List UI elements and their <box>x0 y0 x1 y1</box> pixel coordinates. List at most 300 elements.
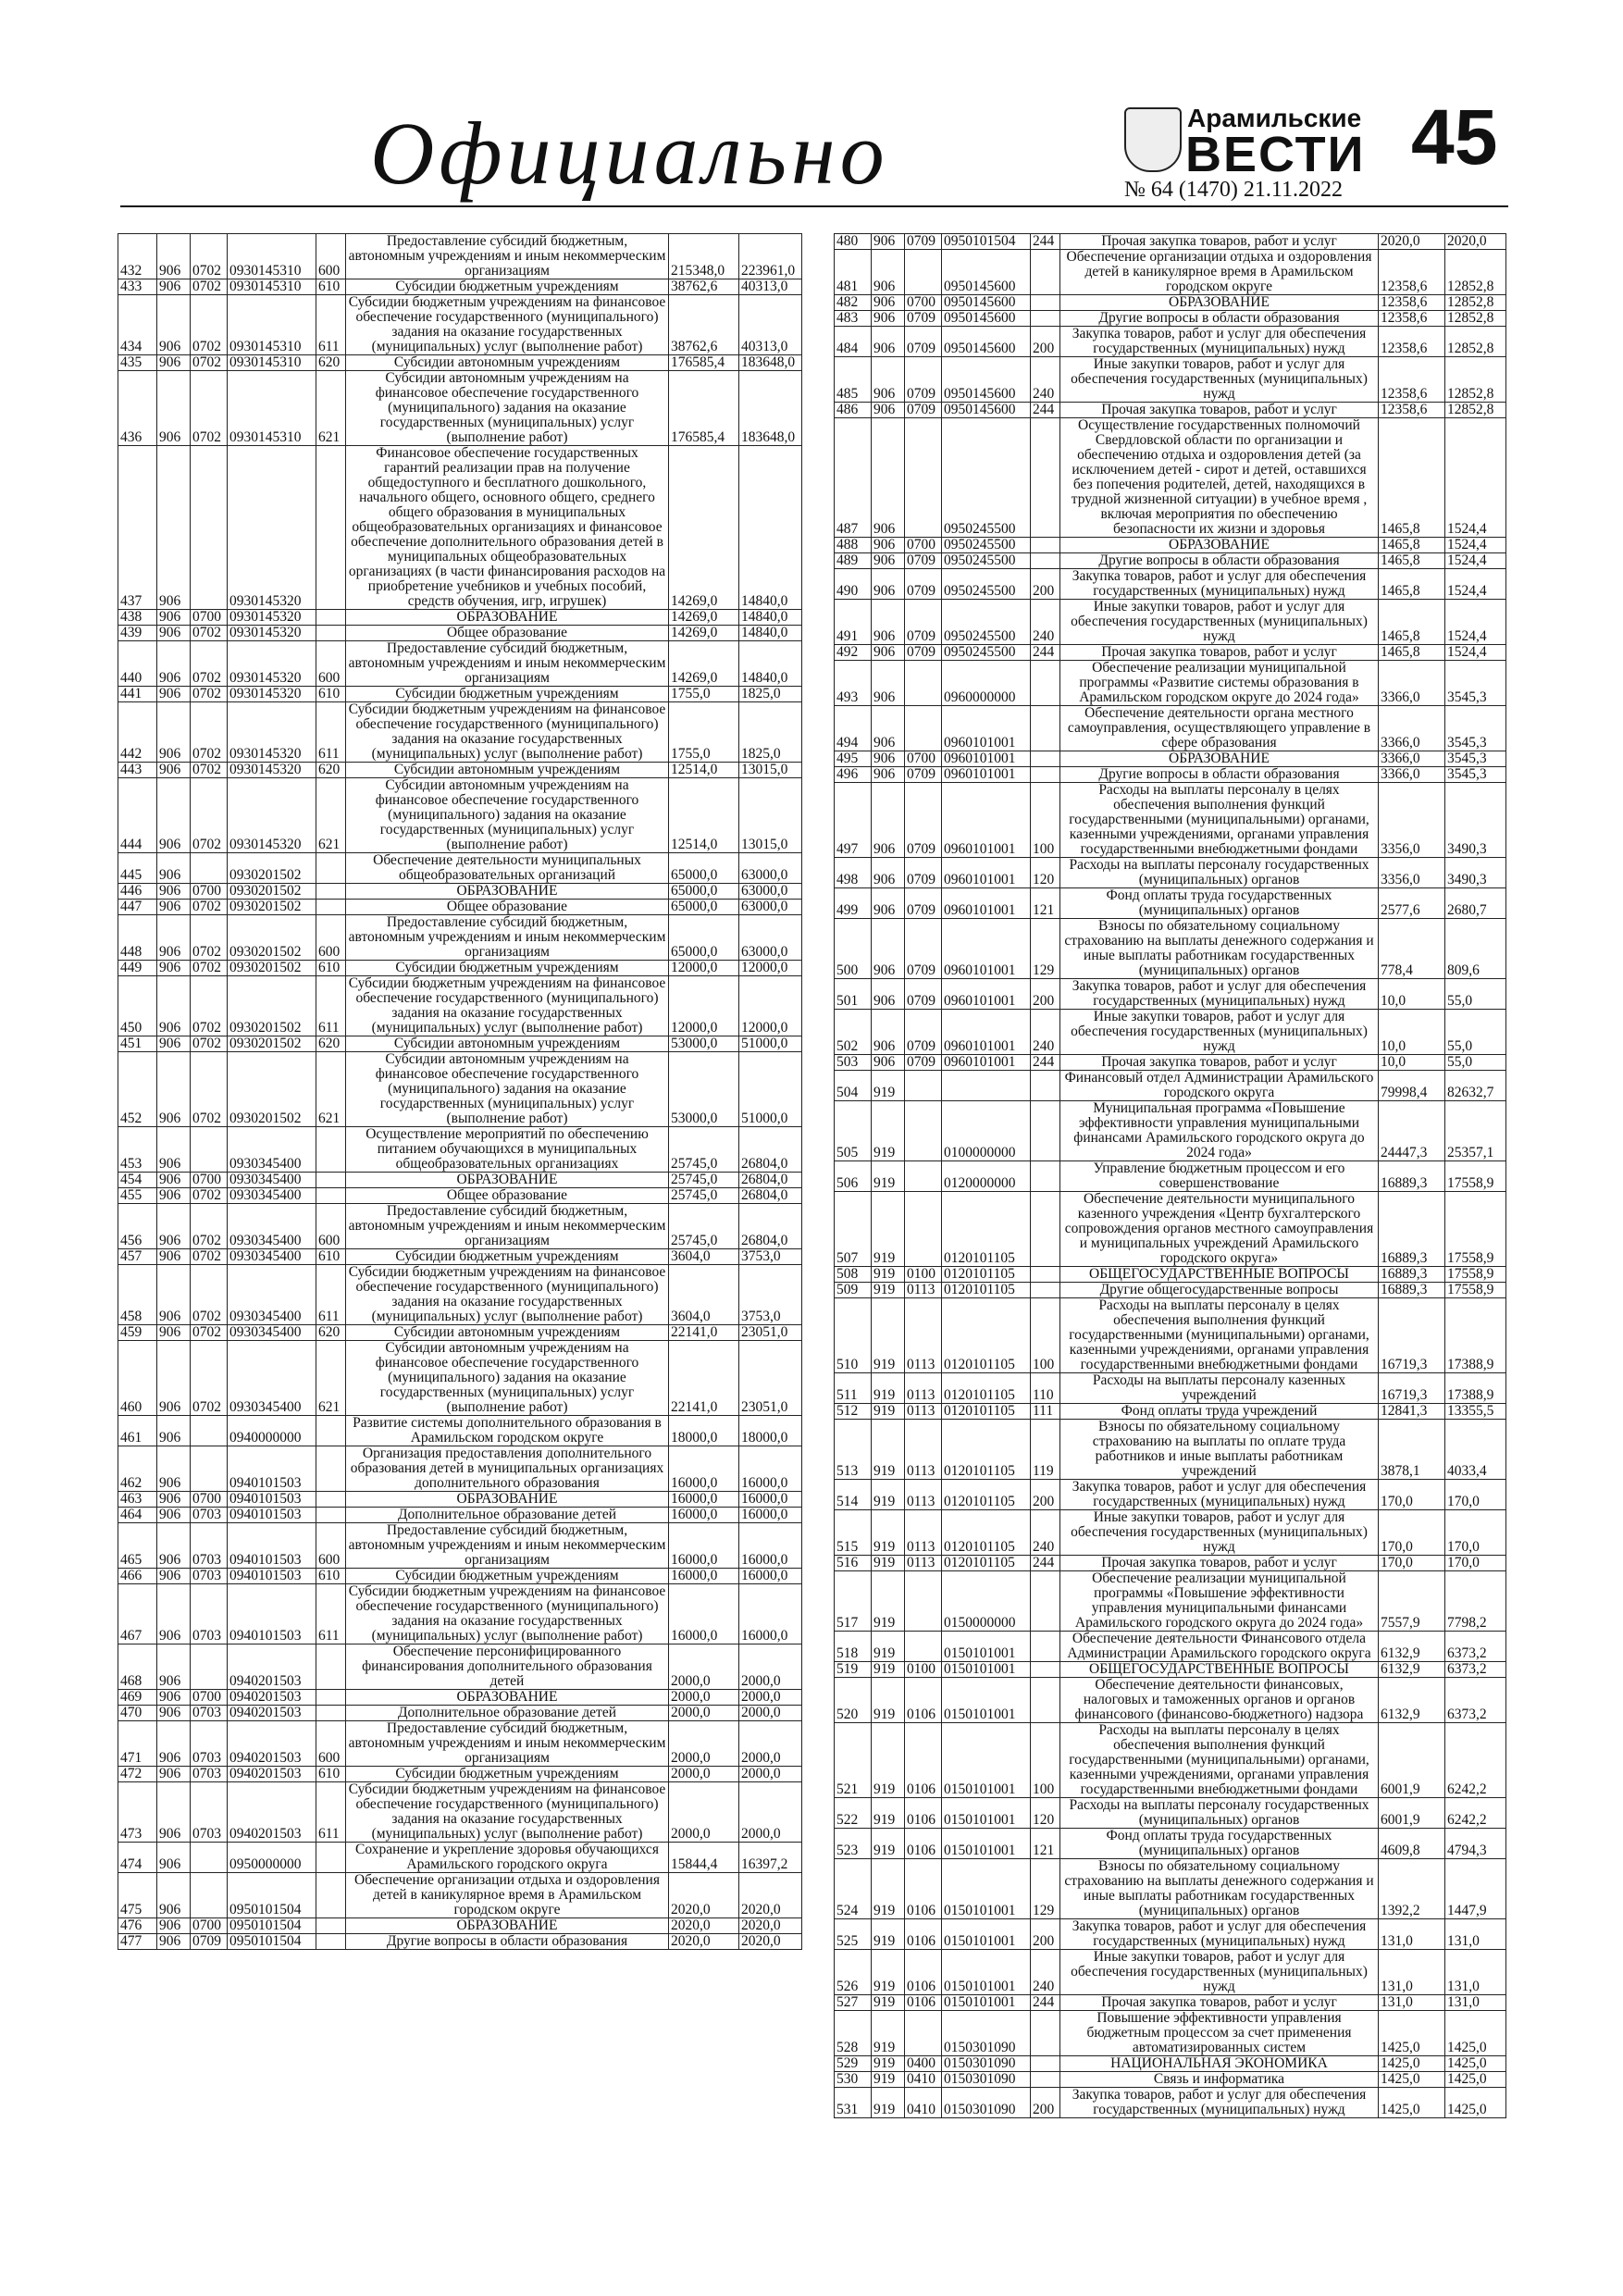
amount-2024-cell: 2000,0 <box>739 1690 802 1706</box>
amount-2024-cell: 13015,0 <box>739 778 802 853</box>
row-number-cell: 435 <box>118 355 157 371</box>
table-row <box>118 446 802 610</box>
expense-type-code-cell: 240 <box>1031 600 1060 645</box>
row-number-cell: 464 <box>118 1508 157 1523</box>
expense-name-cell: Закупка товаров, работ и услуг для обеспечения государственных (муниципальных) нужд <box>1060 2088 1379 2118</box>
expense-name-cell: Субсидии бюджетным учреждениям на финансовое обеспечение государственного (муниципального) задания на оказание государственных (муниципальных) услуг (выполнение работ) <box>346 295 669 355</box>
admin-code-cell: 906 <box>872 327 905 357</box>
section-code-cell: 0703 <box>191 1721 228 1767</box>
amount-2024-cell: 2020,0 <box>739 1934 802 1950</box>
section-code-cell <box>191 1446 228 1492</box>
expense-type-code-cell <box>1031 418 1060 538</box>
expense-name-cell: НАЦИОНАЛЬНАЯ ЭКОНОМИКА <box>1060 2056 1379 2072</box>
amount-2023-cell: 2000,0 <box>669 1690 739 1706</box>
amount-2023-cell: 2020,0 <box>1379 234 1445 250</box>
row-number-cell: 490 <box>835 569 872 600</box>
admin-code-cell: 919 <box>872 1632 905 1662</box>
row-number-cell: 467 <box>118 1584 157 1644</box>
table-row <box>118 626 802 641</box>
admin-code-cell: 919 <box>872 1161 905 1192</box>
expense-type-code-cell <box>1031 1571 1060 1632</box>
target-article-code-cell: 0930145320 <box>228 687 316 702</box>
expense-type-code-cell <box>1031 2072 1060 2088</box>
amount-2024-cell: 14840,0 <box>739 626 802 641</box>
table-row <box>835 661 1506 706</box>
row-number-cell: 509 <box>835 1283 872 1298</box>
table-row <box>835 250 1506 295</box>
amount-2024-cell: 17558,9 <box>1445 1192 1506 1267</box>
expense-name-cell: Субсидии бюджетным учреждениям <box>346 1767 669 1782</box>
section-code-cell: 0113 <box>905 1510 942 1556</box>
row-number-cell: 465 <box>118 1523 157 1569</box>
amount-2023-cell: 2020,0 <box>669 1934 739 1950</box>
amount-2023-cell: 1392,2 <box>1379 1859 1445 1919</box>
row-number-cell: 449 <box>118 961 157 976</box>
table-row <box>118 355 802 371</box>
expense-type-code-cell: 200 <box>1031 327 1060 357</box>
amount-2024-cell: 1425,0 <box>1445 2072 1506 2088</box>
target-article-code-cell: 0150101001 <box>942 1950 1031 1995</box>
amount-2023-cell: 2020,0 <box>669 1873 739 1918</box>
target-article-code-cell: 0120000000 <box>942 1161 1031 1192</box>
amount-2024-cell: 6242,2 <box>1445 1723 1506 1798</box>
amount-2024-cell: 16000,0 <box>739 1569 802 1584</box>
row-number-cell: 499 <box>835 888 872 919</box>
amount-2023-cell: 6132,9 <box>1379 1662 1445 1678</box>
row-number-cell: 495 <box>835 751 872 767</box>
expense-type-code-cell <box>316 900 346 915</box>
target-article-code-cell: 0930201502 <box>228 900 316 915</box>
admin-code-cell: 919 <box>872 1192 905 1267</box>
expense-type-code-cell: 611 <box>316 702 346 763</box>
amount-2023-cell: 16000,0 <box>669 1584 739 1644</box>
expense-name-cell: Закупка товаров, работ и услуг для обеспечения государственных (муниципальных) нужд <box>1060 1919 1379 1950</box>
row-number-cell: 526 <box>835 1950 872 1995</box>
target-article-code-cell: 0930145310 <box>228 295 316 355</box>
section-code-cell: 0100 <box>905 1267 942 1283</box>
expense-name-cell: ОБЩЕГОСУДАРСТВЕННЫЕ ВОПРОСЫ <box>1060 1662 1379 1678</box>
table-row <box>835 888 1506 919</box>
section-code-cell: 0702 <box>191 1265 228 1325</box>
admin-code-cell: 919 <box>872 1480 905 1510</box>
expense-type-code-cell <box>316 1873 346 1918</box>
admin-code-cell: 906 <box>157 1036 191 1052</box>
row-number-cell: 507 <box>835 1192 872 1267</box>
target-article-code-cell: 0930201502 <box>228 976 316 1036</box>
target-article-code-cell: 0930345400 <box>228 1325 316 1341</box>
expense-name-cell: Предоставление субсидий бюджетным, автономным учреждениям и иным некоммерческим организациям <box>346 641 669 687</box>
amount-2024-cell: 7798,2 <box>1445 1571 1506 1632</box>
admin-code-cell: 906 <box>872 858 905 888</box>
admin-code-cell: 906 <box>157 1492 191 1508</box>
row-number-cell: 506 <box>835 1161 872 1192</box>
expense-type-code-cell: 244 <box>1031 403 1060 418</box>
expense-type-code-cell: 611 <box>316 1782 346 1843</box>
amount-2023-cell: 1425,0 <box>1379 2072 1445 2088</box>
expense-type-code-cell <box>1031 553 1060 569</box>
expense-name-cell: Взносы по обязательному социальному страхованию на выплаты по оплате труда работников и иные выплаты работникам учреждений <box>1060 1420 1379 1480</box>
table-row <box>835 1420 1506 1480</box>
target-article-code-cell: 0150101001 <box>942 1678 1031 1723</box>
expense-name-cell: Субсидии автономным учреждениям <box>346 763 669 778</box>
expense-type-code-cell: 620 <box>316 1325 346 1341</box>
amount-2024-cell: 14840,0 <box>739 641 802 687</box>
amount-2023-cell: 215348,0 <box>669 234 739 279</box>
expense-name-cell: Субсидии бюджетным учреждениям на финансовое обеспечение государственного (муниципального) задания на оказание государственных (муниципальных) услуг (выполнение работ) <box>346 702 669 763</box>
admin-code-cell: 919 <box>872 2088 905 2118</box>
amount-2024-cell: 6242,2 <box>1445 1798 1506 1829</box>
expense-type-code-cell: 244 <box>1031 1055 1060 1071</box>
table-row <box>835 706 1506 751</box>
table-row <box>835 403 1506 418</box>
admin-code-cell: 906 <box>872 1010 905 1055</box>
amount-2023-cell: 38762,6 <box>669 279 739 295</box>
expense-name-cell: Субсидии бюджетным учреждениям <box>346 279 669 295</box>
table-row <box>835 600 1506 645</box>
target-article-code-cell: 0940201503 <box>228 1721 316 1767</box>
expense-type-code-cell <box>1031 1161 1060 1192</box>
expense-type-code-cell <box>1031 1662 1060 1678</box>
target-article-code-cell: 0950245500 <box>942 569 1031 600</box>
table-row <box>118 1204 802 1249</box>
target-article-code-cell: 0930345400 <box>228 1188 316 1204</box>
admin-code-cell: 919 <box>872 1071 905 1101</box>
expense-name-cell: Субсидии бюджетным учреждениям <box>346 687 669 702</box>
expense-name-cell: Обеспечение деятельности муниципальных общеобразовательных организаций <box>346 853 669 884</box>
amount-2024-cell: 3490,3 <box>1445 783 1506 858</box>
admin-code-cell: 906 <box>157 702 191 763</box>
target-article-code-cell: 0940101503 <box>228 1492 316 1508</box>
amount-2023-cell: 16889,3 <box>1379 1161 1445 1192</box>
table-row <box>835 2056 1506 2072</box>
admin-code-cell: 919 <box>872 1510 905 1556</box>
admin-code-cell: 906 <box>157 279 191 295</box>
logo-name-bottom: ВЕСТИ <box>1185 127 1366 182</box>
row-number-cell: 439 <box>118 626 157 641</box>
expense-name-cell: Субсидии автономным учреждениям <box>346 355 669 371</box>
admin-code-cell: 906 <box>872 418 905 538</box>
amount-2024-cell: 170,0 <box>1445 1510 1506 1556</box>
row-number-cell: 432 <box>118 234 157 279</box>
amount-2023-cell: 10,0 <box>1379 979 1445 1010</box>
budget-table-left-column <box>118 233 802 1950</box>
section-code-cell: 0106 <box>905 1723 942 1798</box>
section-code-cell: 0106 <box>905 1950 942 1995</box>
row-number-cell: 521 <box>835 1723 872 1798</box>
expense-name-cell: Другие вопросы в области образования <box>1060 311 1379 327</box>
amount-2024-cell: 3753,0 <box>739 1249 802 1265</box>
table-row <box>118 1052 802 1127</box>
expense-name-cell: Управление бюджетным процессом и его совершенствование <box>1060 1161 1379 1192</box>
row-number-cell: 469 <box>118 1690 157 1706</box>
budget-table-left <box>118 233 802 1950</box>
amount-2024-cell: 16000,0 <box>739 1492 802 1508</box>
admin-code-cell: 919 <box>872 1373 905 1404</box>
amount-2023-cell: 2000,0 <box>669 1782 739 1843</box>
table-row <box>835 1101 1506 1161</box>
row-number-cell: 528 <box>835 2011 872 2056</box>
amount-2024-cell: 131,0 <box>1445 1950 1506 1995</box>
expense-type-code-cell: 200 <box>1031 1480 1060 1510</box>
expense-name-cell: Обеспечение организации отдыха и оздоровления детей в каникулярное время в Арамильском городском округе <box>1060 250 1379 295</box>
amount-2024-cell: 26804,0 <box>739 1127 802 1173</box>
expense-name-cell: Закупка товаров, работ и услуг для обеспечения государственных (муниципальных) нужд <box>1060 1480 1379 1510</box>
section-code-cell: 0709 <box>905 600 942 645</box>
row-number-cell: 491 <box>835 600 872 645</box>
amount-2024-cell: 17388,9 <box>1445 1298 1506 1373</box>
expense-type-code-cell: 600 <box>316 234 346 279</box>
expense-type-code-cell: 240 <box>1031 1010 1060 1055</box>
amount-2023-cell: 12000,0 <box>669 976 739 1036</box>
table-row <box>835 295 1506 311</box>
expense-type-code-cell <box>1031 2056 1060 2072</box>
table-row <box>118 1706 802 1721</box>
amount-2024-cell: 82632,7 <box>1445 1071 1506 1101</box>
admin-code-cell: 906 <box>157 371 191 446</box>
amount-2023-cell: 65000,0 <box>669 900 739 915</box>
admin-code-cell: 919 <box>872 2072 905 2088</box>
admin-code-cell: 906 <box>157 1918 191 1934</box>
amount-2024-cell: 131,0 <box>1445 1919 1506 1950</box>
expense-type-code-cell <box>316 446 346 610</box>
target-article-code-cell: 0150101001 <box>942 1995 1031 2011</box>
table-row <box>118 641 802 687</box>
expense-type-code-cell <box>316 884 346 900</box>
amount-2024-cell: 16000,0 <box>739 1584 802 1644</box>
table-row <box>835 1010 1506 1055</box>
row-number-cell: 529 <box>835 2056 872 2072</box>
section-code-cell: 0709 <box>905 1010 942 1055</box>
expense-name-cell: Общее образование <box>346 626 669 641</box>
target-article-code-cell: 0960000000 <box>942 661 1031 706</box>
expense-type-code-cell: 244 <box>1031 1556 1060 1571</box>
expense-type-code-cell <box>1031 538 1060 553</box>
expense-type-code-cell <box>1031 295 1060 311</box>
row-number-cell: 511 <box>835 1373 872 1404</box>
section-code-cell: 0702 <box>191 900 228 915</box>
row-number-cell: 524 <box>835 1859 872 1919</box>
expense-name-cell: ОБРАЗОВАНИЕ <box>1060 538 1379 553</box>
expense-name-cell: ОБРАЗОВАНИЕ <box>346 1173 669 1188</box>
target-article-code-cell: 0120101105 <box>942 1404 1031 1420</box>
admin-code-cell: 906 <box>157 884 191 900</box>
amount-2023-cell: 3366,0 <box>1379 706 1445 751</box>
amount-2024-cell: 55,0 <box>1445 1010 1506 1055</box>
amount-2023-cell: 12514,0 <box>669 778 739 853</box>
amount-2023-cell: 3366,0 <box>1379 751 1445 767</box>
target-article-code-cell: 0950245500 <box>942 418 1031 538</box>
page-number: 45 <box>1411 93 1498 180</box>
expense-type-code-cell <box>316 626 346 641</box>
section-code-cell: 0700 <box>191 1173 228 1188</box>
expense-type-code-cell <box>316 1706 346 1721</box>
expense-name-cell: Прочая закупка товаров, работ и услуг <box>1060 645 1379 661</box>
expense-type-code-cell: 120 <box>1031 1798 1060 1829</box>
admin-code-cell: 906 <box>157 641 191 687</box>
expense-name-cell: Субсидии бюджетным учреждениям на финансовое обеспечение государственного (муниципального) задания на оказание государственных (муниципальных) услуг (выполнение работ) <box>346 1265 669 1325</box>
amount-2024-cell: 1825,0 <box>739 702 802 763</box>
section-code-cell: 0700 <box>905 538 942 553</box>
admin-code-cell: 906 <box>157 1249 191 1265</box>
row-number-cell: 530 <box>835 2072 872 2088</box>
amount-2023-cell: 10,0 <box>1379 1055 1445 1071</box>
amount-2024-cell: 12852,8 <box>1445 403 1506 418</box>
target-article-code-cell: 0930345400 <box>228 1204 316 1249</box>
admin-code-cell: 906 <box>157 355 191 371</box>
row-number-cell: 434 <box>118 295 157 355</box>
admin-code-cell: 919 <box>872 1404 905 1420</box>
row-number-cell: 475 <box>118 1873 157 1918</box>
row-number-cell: 457 <box>118 1249 157 1265</box>
target-article-code-cell: 0930145310 <box>228 371 316 446</box>
table-row <box>118 1249 802 1265</box>
section-code-cell: 0702 <box>191 702 228 763</box>
admin-code-cell: 906 <box>872 1055 905 1071</box>
expense-type-code-cell <box>316 1173 346 1188</box>
section-code-cell: 0700 <box>191 1492 228 1508</box>
section-code-cell <box>905 661 942 706</box>
table-row <box>118 1492 802 1508</box>
table-row <box>118 1843 802 1873</box>
section-code-cell: 0702 <box>191 1341 228 1416</box>
row-number-cell: 498 <box>835 858 872 888</box>
amount-2023-cell: 176585,4 <box>669 371 739 446</box>
admin-code-cell: 906 <box>157 295 191 355</box>
amount-2023-cell: 2000,0 <box>669 1644 739 1690</box>
target-article-code-cell: 0960101001 <box>942 706 1031 751</box>
amount-2023-cell: 12358,6 <box>1379 357 1445 403</box>
amount-2023-cell: 170,0 <box>1379 1556 1445 1571</box>
amount-2023-cell: 16719,3 <box>1379 1373 1445 1404</box>
table-row <box>118 1721 802 1767</box>
admin-code-cell: 906 <box>157 1644 191 1690</box>
expense-type-code-cell <box>316 853 346 884</box>
amount-2023-cell: 25745,0 <box>669 1127 739 1173</box>
expense-name-cell: Обеспечение деятельности органа местного самоуправления, осуществляющего управление в сфере образования <box>1060 706 1379 751</box>
target-article-code-cell: 0950245500 <box>942 553 1031 569</box>
expense-type-code-cell <box>316 1492 346 1508</box>
section-code-cell: 0702 <box>191 763 228 778</box>
expense-type-code-cell: 240 <box>1031 1950 1060 1995</box>
table-row <box>118 915 802 961</box>
table-row <box>835 1859 1506 1919</box>
section-code-cell: 0113 <box>905 1298 942 1373</box>
expense-type-code-cell <box>316 1127 346 1173</box>
expense-name-cell: Субсидии автономным учреждениям на финансовое обеспечение государственного (муниципального) задания на оказание государственных (муниципальных) услуг (выполнение работ) <box>346 1341 669 1416</box>
amount-2023-cell: 16000,0 <box>669 1492 739 1508</box>
target-article-code-cell: 0930145310 <box>228 234 316 279</box>
amount-2023-cell: 22141,0 <box>669 1341 739 1416</box>
expense-name-cell: Субсидии бюджетным учреждениям на финансовое обеспечение государственного (муниципального) задания на оказание государственных (муниципальных) услуг (выполнение работ) <box>346 1584 669 1644</box>
section-code-cell: 0113 <box>905 1556 942 1571</box>
amount-2024-cell: 12000,0 <box>739 961 802 976</box>
amount-2024-cell: 809,6 <box>1445 919 1506 979</box>
expense-type-code-cell <box>316 1446 346 1492</box>
amount-2023-cell: 79998,4 <box>1379 1071 1445 1101</box>
expense-name-cell: Общее образование <box>346 1188 669 1204</box>
expense-type-code-cell: 600 <box>316 641 346 687</box>
expense-type-code-cell: 129 <box>1031 919 1060 979</box>
row-number-cell: 494 <box>835 706 872 751</box>
expense-type-code-cell <box>1031 1632 1060 1662</box>
table-row <box>118 687 802 702</box>
target-article-code-cell: 0950145600 <box>942 295 1031 311</box>
admin-code-cell: 906 <box>157 1706 191 1721</box>
row-number-cell: 485 <box>835 357 872 403</box>
section-code-cell: 0702 <box>191 915 228 961</box>
row-number-cell: 493 <box>835 661 872 706</box>
expense-type-code-cell <box>316 610 346 626</box>
admin-code-cell: 906 <box>157 1325 191 1341</box>
row-number-cell: 433 <box>118 279 157 295</box>
expense-name-cell: Предоставление субсидий бюджетным, автономным учреждениям и иным некоммерческим организациям <box>346 915 669 961</box>
target-article-code-cell: 0960101001 <box>942 919 1031 979</box>
admin-code-cell: 906 <box>157 1873 191 1918</box>
admin-code-cell: 906 <box>157 1569 191 1584</box>
table-row <box>835 234 1506 250</box>
section-code-cell: 0113 <box>905 1373 942 1404</box>
amount-2023-cell: 16000,0 <box>669 1523 739 1569</box>
admin-code-cell: 906 <box>157 1721 191 1767</box>
expense-name-cell: Общее образование <box>346 900 669 915</box>
row-number-cell: 480 <box>835 234 872 250</box>
expense-type-code-cell <box>1031 1283 1060 1298</box>
amount-2023-cell: 65000,0 <box>669 915 739 961</box>
row-number-cell: 456 <box>118 1204 157 1249</box>
expense-name-cell: Предоставление субсидий бюджетным, автономным учреждениям и иным некоммерческим организациям <box>346 234 669 279</box>
row-number-cell: 463 <box>118 1492 157 1508</box>
table-row <box>835 538 1506 553</box>
amount-2023-cell: 170,0 <box>1379 1480 1445 1510</box>
amount-2024-cell: 25357,1 <box>1445 1101 1506 1161</box>
target-article-code-cell: 0950145600 <box>942 311 1031 327</box>
section-code-cell: 0709 <box>905 234 942 250</box>
expense-type-code-cell: 244 <box>1031 1995 1060 2011</box>
admin-code-cell: 919 <box>872 1571 905 1632</box>
row-number-cell: 486 <box>835 403 872 418</box>
amount-2024-cell: 6373,2 <box>1445 1678 1506 1723</box>
row-number-cell: 437 <box>118 446 157 610</box>
expense-name-cell: Обеспечение реализации муниципальной программы «Повышение эффективности управления муниципальными финансами Арамильского городского округа до 2024 года» <box>1060 1571 1379 1632</box>
target-article-code-cell: 0950101504 <box>228 1873 316 1918</box>
row-number-cell: 442 <box>118 702 157 763</box>
expense-type-code-cell: 200 <box>1031 979 1060 1010</box>
table-row <box>835 751 1506 767</box>
admin-code-cell: 919 <box>872 1101 905 1161</box>
amount-2024-cell: 51000,0 <box>739 1052 802 1127</box>
admin-code-cell: 919 <box>872 1662 905 1678</box>
row-number-cell: 440 <box>118 641 157 687</box>
admin-code-cell: 906 <box>157 1127 191 1173</box>
expense-type-code-cell: 111 <box>1031 1404 1060 1420</box>
row-number-cell: 512 <box>835 1404 872 1420</box>
amount-2023-cell: 14269,0 <box>669 446 739 610</box>
admin-code-cell: 919 <box>872 1798 905 1829</box>
expense-name-cell: Субсидии автономным учреждениям на финансовое обеспечение государственного (муниципального) задания на оказание государственных (муниципальных) услуг (выполнение работ) <box>346 778 669 853</box>
amount-2024-cell: 6373,2 <box>1445 1632 1506 1662</box>
target-article-code-cell: 0120101105 <box>942 1556 1031 1571</box>
admin-code-cell: 906 <box>157 1052 191 1127</box>
newspaper-logo <box>1124 104 1366 182</box>
table-row <box>118 900 802 915</box>
target-article-code-cell: 0950101504 <box>228 1918 316 1934</box>
admin-code-cell: 906 <box>872 600 905 645</box>
section-code-cell <box>905 1071 942 1101</box>
expense-type-code-cell <box>316 1508 346 1523</box>
amount-2023-cell: 1465,8 <box>1379 418 1445 538</box>
table-row <box>118 778 802 853</box>
admin-code-cell: 919 <box>872 2011 905 2056</box>
